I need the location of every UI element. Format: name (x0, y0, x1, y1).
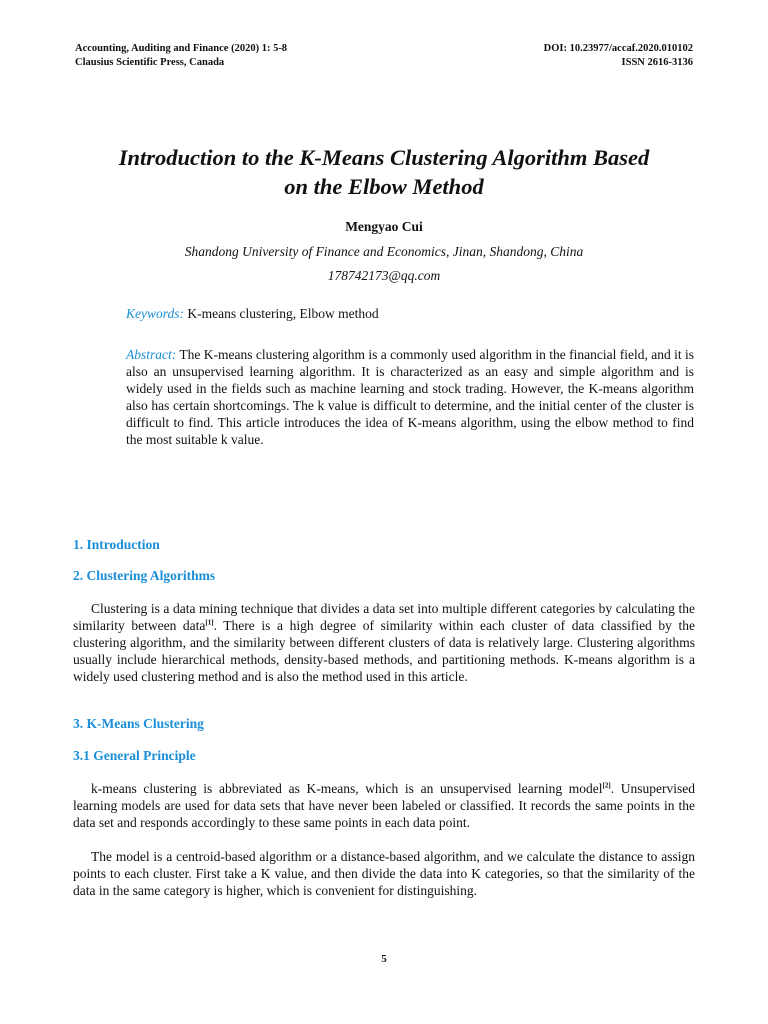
section-heading-k-means-clustering: 3. K-Means Clustering (73, 716, 204, 731)
clustering-paragraph-part-1: Clustering is a data mining technique that divides a data set into multiple different categories by calculating the similarity between data (73, 601, 695, 633)
issn: ISSN 2616-3136 (621, 57, 693, 68)
author-affiliation: Shandong University of Finance and Economics, Jinan, Shandong, China (184, 244, 584, 259)
journal-citation: Accounting, Auditing and Finance (2020) 1: 5-8 (75, 43, 288, 54)
general-principle-paragraph-2: The model is a centroid-based algorithm or a distance-based algorithm, and we calculate the distance to assign points to each cluster. First take a K value, and then divide the data into K categories, so that the similarity of the data in the same category is higher, which is convenient for distinguishing. (73, 849, 695, 898)
keywords-text: K-means clustering, Elbow method (187, 306, 379, 321)
keywords-label: Keywords: (126, 306, 184, 321)
abstract-label: Abstract: (126, 347, 177, 362)
running-header-right (544, 42, 693, 70)
title-line-1: Introduction to the K-Means Clustering Algorithm Based (118, 145, 650, 170)
keywords (126, 306, 379, 322)
author-name: Mengyao Cui (345, 219, 423, 234)
page-number: 5 (381, 953, 387, 965)
clustering-paragraph (73, 600, 695, 685)
paper-title (60, 143, 708, 201)
citation-2: [2] (602, 781, 611, 790)
author-email: 178742173@qq.com (327, 268, 441, 283)
general-principle-paragraph-1-part-2: . Unsupervised learning models are used for data sets that have never been labeled or classified. It records the same points in the data set and responds accordingly to these same points in each data point. (73, 781, 695, 830)
citation-1: [1] (205, 618, 214, 627)
general-principle-paragraph-1 (73, 780, 695, 831)
publisher: Clausius Scientific Press, Canada (75, 57, 225, 68)
abstract (126, 346, 694, 448)
title-line-2: on the Elbow Method (284, 174, 484, 199)
section-heading-introduction: 1. Introduction (73, 537, 160, 552)
running-header-left (75, 42, 287, 70)
section-heading-clustering-algorithms: 2. Clustering Algorithms (73, 568, 216, 583)
subsection-heading-general-principle: 3.1 General Principle (73, 748, 196, 763)
doi: DOI: 10.23977/accaf.2020.010102 (543, 43, 693, 54)
general-principle-paragraph-1-part-1: k-means clustering is abbreviated as K-means, which is an unsupervised learning model (91, 781, 603, 796)
clustering-paragraph-part-2: . There is a high degree of similarity within each cluster of data classified by the clustering algorithm, and the similarity between different clusters of data is relatively large. Clustering algorithms usually include hierarchical methods, density-based methods, and partitioning methods. K-means algorithm is a widely used clustering method and is also the method used in this article. (73, 618, 695, 684)
abstract-text: The K-means clustering algorithm is a commonly used algorithm in the financial field, and it is also an unsupervised learning algorithm. It is characterized as an easy and simple algorithm and is widely used in the fields such as machine learning and stock trading. However, the K-means algorithm also has certain shortcomings. The k value is difficult to determine, and the initial center of the cluster is difficult to find. This article introduces the idea of K-means algorithm, using the elbow method to find the most suitable k value. (126, 347, 694, 447)
